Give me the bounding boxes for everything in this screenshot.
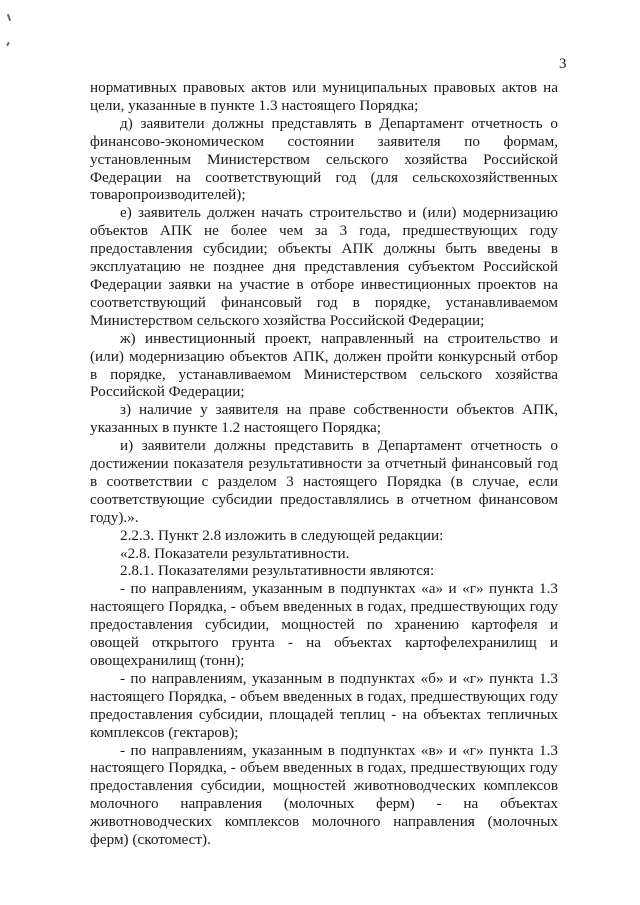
paragraph-clause-2-8-1: 2.8.1. Показателями результативности являются: — [120, 562, 435, 580]
paragraph-item-z: з) наличие у заявителя на праве собственности объектов АПК, указанных в пункте 1.2 настоящего Порядка; — [90, 401, 558, 437]
paragraph-item-zh: ж) инвестиционный проект, направленный на строительство и (или) модернизацию объектов АПК, должен пройти конкурсный отбор в порядке, устанавливаемом Министерством сельского хозяйства Российской Федерации; — [90, 329, 558, 401]
paragraph-item-e: е) заявитель должен начать строительство и (или) модернизацию объектов АПК не более чем за 3 года, предшествующих году предоставления субсидии; объекты АПК должны быть введены в эксплуатацию не позднее дня представления субъектом Российской Федерации заявки на участие в отборе инвестиционных проектов на соответствующий финансовый год в порядке, устанавливаемом Министерством сельского хозяйства Российской Федерации; — [90, 204, 558, 329]
scan-mark — [6, 42, 10, 46]
scan-mark — [7, 14, 11, 21]
paragraph-heading-2-8: «2.8. Показатели результативности. — [120, 544, 350, 562]
paragraph-item-d: д) заявители должны представлять в Департамент отчетность о финансово-экономическом состоянии заявителя по формам, установленным Министерством сельского хозяйства Российской Федерации на соответствующий год (для сельскохозяйственных товаропроизводителей); — [90, 114, 558, 204]
paragraph-indicator-a-g: - по направлениям, указанным в подпунктах «а» и «г» пункта 1.3 настоящего Порядка, - объем введенных в годах, предшествующих году предоставления субсидии, мощностей по хранению картофеля и овощей открытого грунта - на объектах картофелехранилищ и овощехранилищ (тонн); — [90, 580, 558, 669]
paragraph-indicator-v-g: - по направлениям, указанным в подпунктах «в» и «г» пункта 1.3 настоящего Порядка, - объем введенных в годах, предшествующих году предоставления субсидии, мощностей животноводческих комплексов молочного направления (молочных ферм) - на объектах животноводческих комплексов молочного направления (молочных ферм) (скотомест). — [90, 741, 558, 849]
paragraph-clause-2-2-3: 2.2.3. Пункт 2.8 изложить в следующей редакции: — [120, 526, 444, 544]
paragraph-indicator-b-g: - по направлениям, указанным в подпунктах «б» и «г» пункта 1.3 настоящего Порядка, - объем введенных в годах, предшествующих году предоставления субсидии, площадей теплиц - на объектах тепличных комплексов (гектаров); — [90, 669, 558, 741]
document-body — [90, 79, 558, 849]
paragraph-continuation: нормативных правовых актов или муниципальных правовых актов на цели, указанные в пункте 1.3 настоящего Порядка; — [90, 79, 558, 114]
paragraph-item-i: и) заявители должны представить в Департамент отчетность о достижении показателя результативности за отчетный финансовый год в соответствии с разделом 3 настоящего Порядка (в случае, если соответствующие субсидии предоставлялись в отчетном финансовом году).». — [90, 437, 558, 526]
page-number: 3 — [559, 56, 567, 72]
